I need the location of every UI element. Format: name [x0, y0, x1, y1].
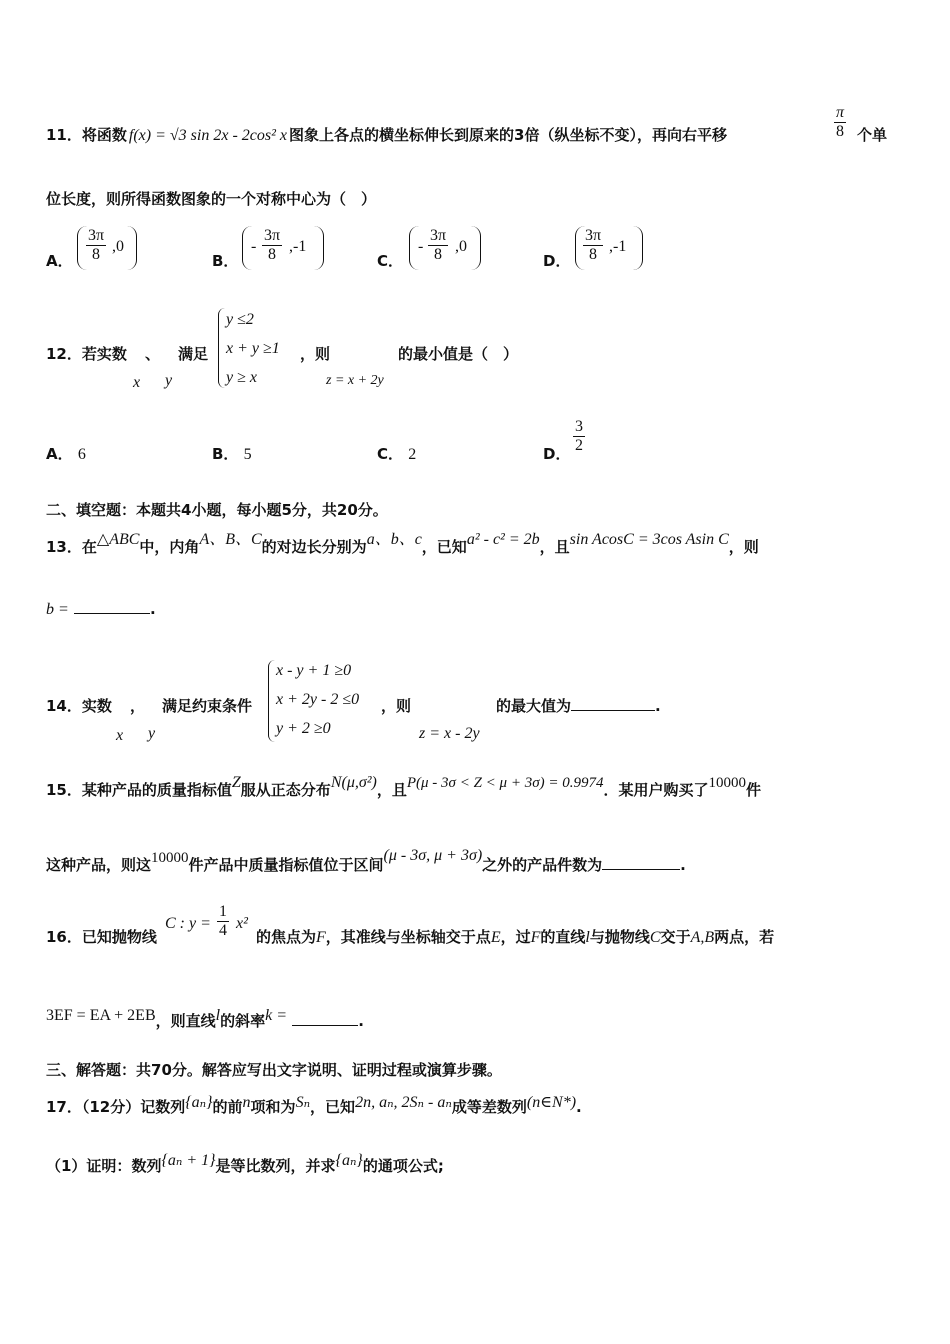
q12-var-x: x — [133, 374, 141, 391]
q17-sn: Sₙ — [295, 1094, 311, 1111]
q11-b-num: 3π — [264, 227, 281, 244]
q14-var-x: x — [116, 727, 124, 744]
q17-arith-terms: 2n, aₙ, 2Sₙ - aₙ — [355, 1094, 452, 1111]
q11-option-a-rest: ,0 — [112, 238, 124, 255]
q17-text3: ，已知 — [310, 1098, 356, 1116]
q17-score: （12分）记数列 — [81, 1098, 186, 1116]
q14-constraint-2: x + 2y - 2 ≤0 — [276, 691, 360, 708]
q15-text5: 件 — [745, 781, 761, 799]
q13-number: 13． — [46, 538, 82, 556]
q12-var-y: y — [165, 372, 173, 389]
q11-option-c-rest: ,0 — [455, 238, 467, 255]
q11-shift-num: π — [836, 104, 845, 121]
q11-number: 11． — [46, 126, 82, 144]
q12-text4: 的最小值是（ ） — [398, 345, 519, 363]
q12-b-label: B． — [212, 445, 239, 463]
q17-number: 17． — [46, 1098, 82, 1116]
q11-c-num: 3π — [430, 227, 447, 244]
q13-b-label: b = — [46, 601, 69, 618]
q12-system-brace — [218, 308, 225, 388]
q12-text2: 满足 — [178, 345, 209, 363]
q12-option-b — [212, 443, 252, 464]
q15-text2: 服从正态分布 — [240, 781, 331, 799]
q12-c-label: C． — [377, 445, 404, 463]
q14-constraint-3: y + 2 ≥0 — [276, 720, 331, 737]
q15-count: 10000 — [708, 775, 746, 791]
q12-sep: 、 — [145, 345, 161, 363]
q15-z: Z — [231, 774, 241, 791]
q11-option-a-label: A． — [46, 252, 73, 270]
q13-text6: ，则 — [728, 538, 759, 556]
q12-line — [46, 347, 127, 362]
q16-curve-fraction — [217, 903, 229, 940]
q11-d-den: 8 — [589, 246, 598, 263]
q14-sep: ， — [130, 697, 146, 715]
q13-answer-blank[interactable] — [74, 613, 150, 614]
q12-a-label: A． — [46, 445, 73, 463]
q15-text4: ．某用户购买了 — [603, 781, 709, 799]
q16-text8: 两点，若 — [714, 928, 775, 946]
q13-triangle: △ABC — [96, 531, 140, 548]
q11-option-a-frac — [86, 227, 106, 264]
q14-constraint-1: x - y + 1 ≥0 — [276, 662, 352, 679]
q16-focus2: F — [530, 929, 541, 946]
q11-text: 将函数 — [81, 126, 127, 144]
q13-sides: a、b、c — [366, 531, 422, 548]
q11-b-den: 8 — [268, 246, 277, 263]
q12-d-num: 3 — [575, 418, 583, 435]
q11-option-c-frac — [428, 227, 448, 264]
q16-number: 16． — [46, 928, 82, 946]
q12-b-value: 5 — [243, 446, 252, 463]
q16-answer-blank[interactable] — [292, 1025, 358, 1026]
q11-end — [857, 128, 887, 143]
q14-number: 14． — [46, 697, 82, 715]
q12-text1: 若实数 — [81, 345, 127, 363]
q13-line1 — [46, 531, 759, 556]
q12-constraint-2: x + y ≥1 — [226, 340, 280, 357]
q15-count2: 10000 — [151, 850, 189, 866]
q16-text1: 已知抛物线 — [81, 928, 157, 946]
q12-constraint-1: y ≤2 — [226, 311, 254, 328]
q11-option-c-label: C． — [377, 252, 404, 270]
q15-probability: P(μ - 3σ < Z < μ + 3σ) = 0.9974 — [406, 775, 604, 791]
q14-var-y: y — [148, 725, 156, 742]
q12-text3: ，则 — [300, 345, 331, 363]
q15-interval: (μ - 3σ, μ + 3σ) — [383, 847, 483, 864]
q17-text1: 的前 — [212, 1098, 243, 1116]
q14-objective: z = x - 2y — [419, 725, 480, 742]
q12-option-d-label: D． — [543, 445, 571, 463]
q11-option-b-neg: - — [251, 238, 257, 255]
q16-text7: 交于 — [660, 928, 691, 946]
q13-line2 — [46, 602, 156, 618]
q13-text3: 的对边长分别为 — [261, 538, 367, 556]
q12-a-value: 6 — [77, 446, 86, 463]
q14-text2: 满足约束条件 — [162, 697, 253, 715]
q15-line2-text3: 之外的产品件数为 — [482, 856, 603, 874]
q16-curve-tail: x² — [236, 915, 248, 932]
q11-option-b-label: B． — [212, 252, 239, 270]
q11-line1 — [46, 128, 727, 144]
q15-text1: 某种产品的质量指标值 — [81, 781, 232, 799]
q16-text6: 与抛物线 — [589, 928, 650, 946]
q14-end: . — [655, 697, 661, 715]
q16-point-e: E — [490, 929, 501, 946]
q17-part1 — [46, 1152, 444, 1175]
q17-line1 — [46, 1094, 582, 1116]
q15-line1 — [46, 774, 761, 799]
q16-curve: C : y = — [165, 915, 211, 932]
q11-shift-fraction — [834, 104, 846, 141]
q11-c-den: 8 — [434, 246, 443, 263]
section-solution-title: 三、解答题：共70分。解答应写出文字说明、证明过程或演算步骤。 — [46, 1061, 502, 1079]
q16-text5: 的直线 — [540, 928, 586, 946]
q11-shift-den: 8 — [836, 123, 844, 140]
q14-system-brace — [268, 660, 275, 742]
q15-line2-text2: 件产品中质量指标值位于区间 — [188, 856, 384, 874]
q16-text4: ，过 — [500, 928, 531, 946]
q11-d-num: 3π — [585, 227, 602, 244]
q16-line2 — [46, 1007, 364, 1030]
q15-distribution: N(μ,σ²) — [330, 774, 377, 791]
q16-end: . — [358, 1012, 364, 1030]
q12-c-value: 2 — [408, 446, 417, 463]
q12-option-d-frac — [573, 418, 585, 455]
q13-condition-2: sin AcosC = 3cos Asin C — [569, 531, 729, 548]
q14-text4: 的最大值为 — [496, 697, 572, 715]
q16-line1-rest — [256, 930, 774, 946]
q13-angles: A、B、C — [199, 531, 262, 548]
q11-text2: 图象上各点的横坐标伸长到原来的3倍（纵坐标不变），再向右平移 — [289, 126, 727, 144]
q14-text3: ，则 — [381, 697, 412, 715]
q11-option-c-neg: - — [418, 238, 424, 255]
q17-n: n — [242, 1094, 251, 1111]
q11-option-b-rest: ,-1 — [289, 238, 307, 255]
q12-d-den: 2 — [575, 437, 583, 454]
q13-condition-1: a² - c² = 2b — [466, 531, 540, 548]
q16-line2-text2: 的斜率 — [220, 1012, 266, 1030]
q11-a-den: 8 — [92, 246, 101, 263]
q11-option-b-frac — [262, 227, 282, 264]
q11-option-d-frac — [583, 227, 603, 264]
q15-answer-blank[interactable] — [602, 869, 680, 870]
q16-line2-text1: ，则直线 — [155, 1012, 216, 1030]
q15-text3: ，且 — [376, 781, 407, 799]
q11-option-d-rest: ,-1 — [609, 238, 627, 255]
q17-text2: 项和为 — [250, 1098, 296, 1116]
q16-focus: F — [316, 929, 326, 946]
q11-line2-text: 位长度，则所得函数图象的一个对称中心为（ ） — [46, 190, 377, 208]
q13-text5: ，且 — [539, 538, 570, 556]
q15-number: 15． — [46, 781, 82, 799]
q11-line2 — [46, 192, 376, 207]
q17-part1-an: {aₙ} — [335, 1152, 363, 1169]
q17-sequence: {aₙ} — [185, 1094, 213, 1111]
q14-tail — [496, 699, 661, 714]
q14-line — [46, 699, 112, 714]
q12-objective: z = x + 2y — [326, 373, 384, 388]
q16-frac-num: 1 — [219, 903, 227, 920]
q17-part1-text3: 的通项公式; — [362, 1157, 444, 1175]
q13-text4: ，已知 — [421, 538, 467, 556]
q16-points-ab: A,B — [690, 929, 715, 946]
q17-text4: 成等差数列 — [451, 1098, 527, 1116]
q11-text3: 个单 — [857, 126, 888, 144]
q17-part1-text1: （1）证明：数列 — [46, 1157, 162, 1175]
q16-line2-l: l — [215, 1007, 221, 1024]
q12-option-c — [377, 443, 416, 464]
q12-constraint-3: y ≥ x — [226, 369, 257, 386]
q17-condition: (n∈N*) — [526, 1094, 577, 1111]
q11-function: f(x) = √3 sin 2x - 2cos² x — [128, 127, 287, 144]
q11-option-d-label: D． — [543, 252, 571, 270]
q15-end: . — [680, 856, 686, 874]
q12-option-a — [46, 443, 86, 464]
q16-text2: 的焦点为 — [256, 928, 317, 946]
q13-text1: 在 — [81, 538, 97, 556]
q14-answer-blank[interactable] — [571, 710, 655, 711]
q16-slope-k: k = — [265, 1007, 287, 1024]
q11-a-num: 3π — [88, 227, 105, 244]
q16-line-l: l — [585, 929, 590, 946]
q15-line2 — [46, 847, 686, 874]
q13-text2: 中，内角 — [139, 538, 200, 556]
section-fill-in-title: 二、填空题：本题共4小题，每小题5分，共20分。 — [46, 501, 388, 519]
q14-text1: 实数 — [81, 697, 112, 715]
q17-part1-sequence: {aₙ + 1} — [161, 1152, 216, 1169]
q16-vector-condition: 3EF = EA + 2EB — [46, 1007, 156, 1024]
q17-part1-text2: 是等比数列，并求 — [215, 1157, 336, 1175]
q13-end: . — [150, 600, 156, 618]
q15-line2-text1: 这种产品，则这 — [46, 856, 152, 874]
q16-text3: ，其准线与坐标轴交于点 — [325, 928, 491, 946]
q16-line1-start — [46, 930, 157, 945]
q12-number: 12． — [46, 345, 82, 363]
q17-end: . — [576, 1098, 582, 1116]
q16-frac-den: 4 — [219, 922, 227, 939]
q16-curve-c: C — [649, 929, 661, 946]
